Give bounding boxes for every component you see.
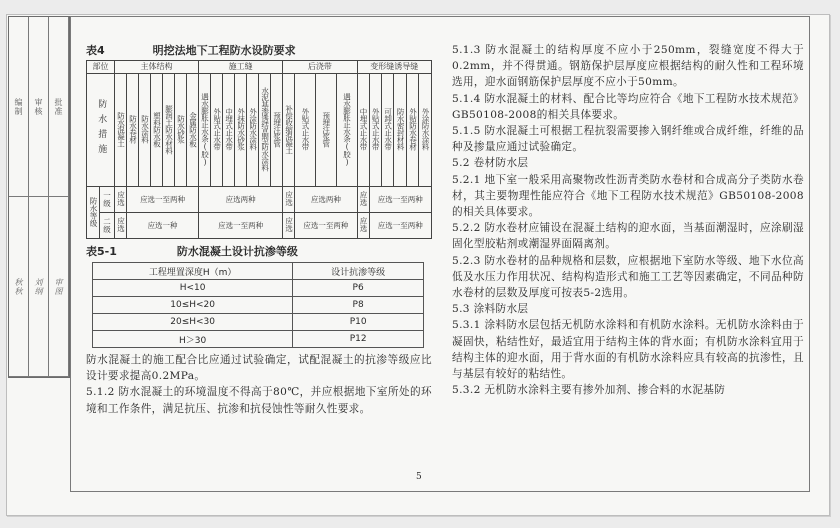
signature-strip <box>8 16 70 378</box>
table51-grade: P8 <box>293 297 424 314</box>
table4-measure-row <box>87 74 432 187</box>
table51-header-depth: 工程埋置深度H（m） <box>93 263 293 280</box>
left-column <box>86 42 432 417</box>
cell-text: 应选 <box>116 191 126 207</box>
table51-grade: P6 <box>293 280 424 297</box>
table51-header-grade: 设计抗渗等级 <box>293 263 424 280</box>
side-label-2: 审核 <box>29 17 49 197</box>
col-label: 外涂防水涂料 <box>421 108 431 151</box>
page-number: 5 <box>416 472 422 482</box>
cell-text: 应选 <box>116 217 126 233</box>
table4-main-req-1 <box>115 187 127 213</box>
table4-col <box>315 74 336 187</box>
col-label: 外涂防水涂料 <box>248 108 258 151</box>
paragraph: 5.1.4 防水混凝土的材料、配合比等均应符合《地下工程防水技术规范》GB50108-2008的相关具体要求。 <box>452 92 804 121</box>
table4-col <box>187 74 199 187</box>
table-row <box>93 297 424 314</box>
table4-col <box>357 74 369 187</box>
paragraph: 5.3.2 无机防水涂料主要有掺外加剂、掺合料的水泥基防 <box>452 384 726 397</box>
table4-pp-opt-1: 应选两种 <box>295 187 357 213</box>
table4-number: 表4 <box>86 44 105 57</box>
table4-group-header <box>87 61 432 74</box>
table4-col <box>271 74 283 187</box>
table51-header-row <box>93 263 424 280</box>
paragraph: 5.3.1 涂料防水层包括无机防水涂料和有机防水涂料。无机防水涂料由于凝固快，粘结性好，最适宜用于结构主体的背水面；有机防水涂料宜用于结构主体的迎水面，用于背水面的有机防水涂料应具有较高的抗渗性，且与基层有较好的粘结性。 <box>452 319 804 381</box>
side-label-1: 编制 <box>9 17 29 197</box>
table4-header-post-pour: 后浇带 <box>283 61 357 74</box>
table-row <box>93 280 424 297</box>
table4-col <box>259 74 271 187</box>
paragraph: 5.1.3 防水混凝土的结构厚度不应小于250mm，裂缝宽度不得大于0.2mm，并不得贯通。钢筋保护层厚度应根据结构的耐久性和工程环境选用，迎水面钢筋保护层厚度不应小于50mm。 <box>452 44 804 89</box>
table4-header-deformation: 变形缝诱导缝 <box>357 61 431 74</box>
side-signature-3: 审图 <box>49 197 69 377</box>
table4-col <box>199 74 211 187</box>
table4-row-grade1 <box>87 187 432 213</box>
table4-col <box>247 74 259 187</box>
table4-col <box>336 74 357 187</box>
table4-measure-label-cell <box>87 74 115 187</box>
table4-col <box>223 74 235 187</box>
table51-depth: 20≤H<30 <box>93 314 293 331</box>
table4-col <box>235 74 247 187</box>
table4-col <box>394 74 406 187</box>
table4-header-construction-joint: 施工缝 <box>199 61 283 74</box>
table51-grade: P12 <box>293 331 424 348</box>
table4-title: 明挖法地下工程防水设防要求 <box>152 44 296 57</box>
table4-df-req-2 <box>357 213 369 239</box>
col-label: 防水混凝土 <box>116 111 126 147</box>
paragraph: 5.2.2 防水卷材应铺设在混凝土结构的迎水面，当基面潮湿时，应涂刷湿固化型胶粘剂或潮湿界面隔离剂。 <box>452 222 804 251</box>
table4-col <box>406 74 418 187</box>
table4-col <box>283 74 295 187</box>
col-label: 防水砂浆 <box>176 115 186 144</box>
col-label: 膨润土防水材料 <box>164 104 174 154</box>
col-label: 外贴式止水带 <box>212 108 222 151</box>
side-signature-2: 刘纲 <box>29 197 49 377</box>
col-label: 遇水膨胀止水条(胶) <box>342 92 352 166</box>
table4-cj-2: 应选一至两种 <box>199 213 283 239</box>
paragraph: 5.2.3 防水卷材的品种规格和层数，应根据地下室防水等级、地下水位高低及水压力作用状况、结构构造形式和施工工艺等因素确定，不同品种防水卷材的层数及厚度可按表5-2选用。 <box>452 254 804 300</box>
table51-depth: H＞30 <box>93 331 293 348</box>
cell-text: 应选 <box>358 217 368 233</box>
side-label-3: 批准 <box>49 17 69 197</box>
table4-grade-2: 二级 <box>100 213 115 239</box>
col-label: 外贴式止水带 <box>301 108 311 151</box>
table4-col <box>139 74 151 187</box>
table51-title: 防水混凝土设计抗渗等级 <box>176 245 298 258</box>
table4-cj-1: 应选两种 <box>199 187 283 213</box>
cell-text: 应选 <box>358 191 368 207</box>
paragraph: 5.1.2 防水混凝土的环境温度不得高于80℃，并应根据地下室所处的环境和工作条件，满足抗压、抗渗和抗侵蚀性等耐久性要求。 <box>86 386 432 415</box>
col-label: 金属防水板 <box>188 111 198 147</box>
table51-depth: H<10 <box>93 280 293 297</box>
col-label: 中埋式止水带 <box>224 108 234 151</box>
table4-col <box>419 74 432 187</box>
col-label: 外贴式止水带 <box>371 108 381 151</box>
table4-col <box>211 74 223 187</box>
col-label: 防水涂料 <box>140 115 150 144</box>
cell-text: 应选 <box>284 191 294 207</box>
table4-grade-label: 防水等级 <box>88 196 98 227</box>
table4-header-main: 主体结构 <box>115 61 199 74</box>
table4-grade-label-cell <box>87 187 100 239</box>
table4-col <box>151 74 163 187</box>
table4-pp-req-2 <box>283 213 295 239</box>
left-body-text <box>86 352 432 417</box>
paragraph: 防水混凝土的施工配合比应通过试验确定，试配混凝土的抗渗等级应比设计要求提高0.2MPa。 <box>86 354 432 383</box>
table-row <box>93 314 424 331</box>
table4-caption <box>86 42 432 58</box>
table4-pp-opt-2: 应选一至两种 <box>295 213 357 239</box>
table4-measure-label: 防水措施 <box>96 99 107 160</box>
col-label: 外贴防水卷材 <box>408 108 418 151</box>
table4 <box>86 60 432 239</box>
paragraph: 5.1.5 防水混凝土可根据工程抗裂需要掺入钢纤维或合成纤维，纤维的品种及掺量应通过试验确定。 <box>452 125 804 154</box>
table-row <box>93 331 424 348</box>
table4-col <box>381 74 393 187</box>
table4-col <box>115 74 127 187</box>
table4-header-part: 部位 <box>87 61 115 74</box>
table4-pp-req-1 <box>283 187 295 213</box>
table4-col <box>175 74 187 187</box>
table51-depth: 10≤H<20 <box>93 297 293 314</box>
col-label: 防水密封材料 <box>396 108 406 151</box>
table4-grade-1: 一级 <box>100 187 115 213</box>
table51-grade: P10 <box>293 314 424 331</box>
table4-col <box>369 74 381 187</box>
table4-main-req-2 <box>115 213 127 239</box>
table4-main-opt-1: 应选一至两种 <box>127 187 199 213</box>
col-label: 补偿收缩混凝土 <box>284 104 294 154</box>
table51-number: 表5-1 <box>86 245 117 258</box>
table4-df-req-1 <box>357 187 369 213</box>
section-heading: 5.2 卷材防水层 <box>452 157 529 170</box>
table4-row-grade2 <box>87 213 432 239</box>
side-signature-1: 秋秋 <box>9 197 29 377</box>
table4-main-opt-2: 应选一种 <box>127 213 199 239</box>
col-label: 防水卷材 <box>128 115 138 144</box>
paragraph: 5.2.1 地下室一般采用高聚物改性沥青类防水卷材和合成高分子类防水卷材，其主要物理性能应符合《地下工程防水技术规范》GB50108-2008的相关具体要求。 <box>452 173 804 219</box>
table4-df-opt-1: 应选一至两种 <box>369 187 431 213</box>
col-label: 可卸式止水带 <box>383 108 393 151</box>
table51-caption <box>86 243 432 259</box>
col-label: 水泥基渗透结晶型防水涂料 <box>260 87 270 172</box>
table4-col <box>127 74 139 187</box>
table4-col <box>163 74 175 187</box>
right-column <box>452 42 804 398</box>
table51 <box>92 262 424 348</box>
section-heading: 5.3 涂料防水层 <box>452 303 529 316</box>
table4-df-opt-2: 应选一至两种 <box>369 213 431 239</box>
col-label: 预埋注浆管 <box>272 111 282 147</box>
col-label: 塑料防水板 <box>152 111 162 147</box>
col-label: 外抹防水砂浆 <box>236 108 246 151</box>
col-label: 中埋式止水带 <box>358 108 368 151</box>
col-label: 预埋注浆管 <box>321 111 331 147</box>
cell-text: 应选 <box>284 217 294 233</box>
table4-col <box>295 74 316 187</box>
col-label: 遇水膨胀止水条(胶) <box>200 92 210 166</box>
